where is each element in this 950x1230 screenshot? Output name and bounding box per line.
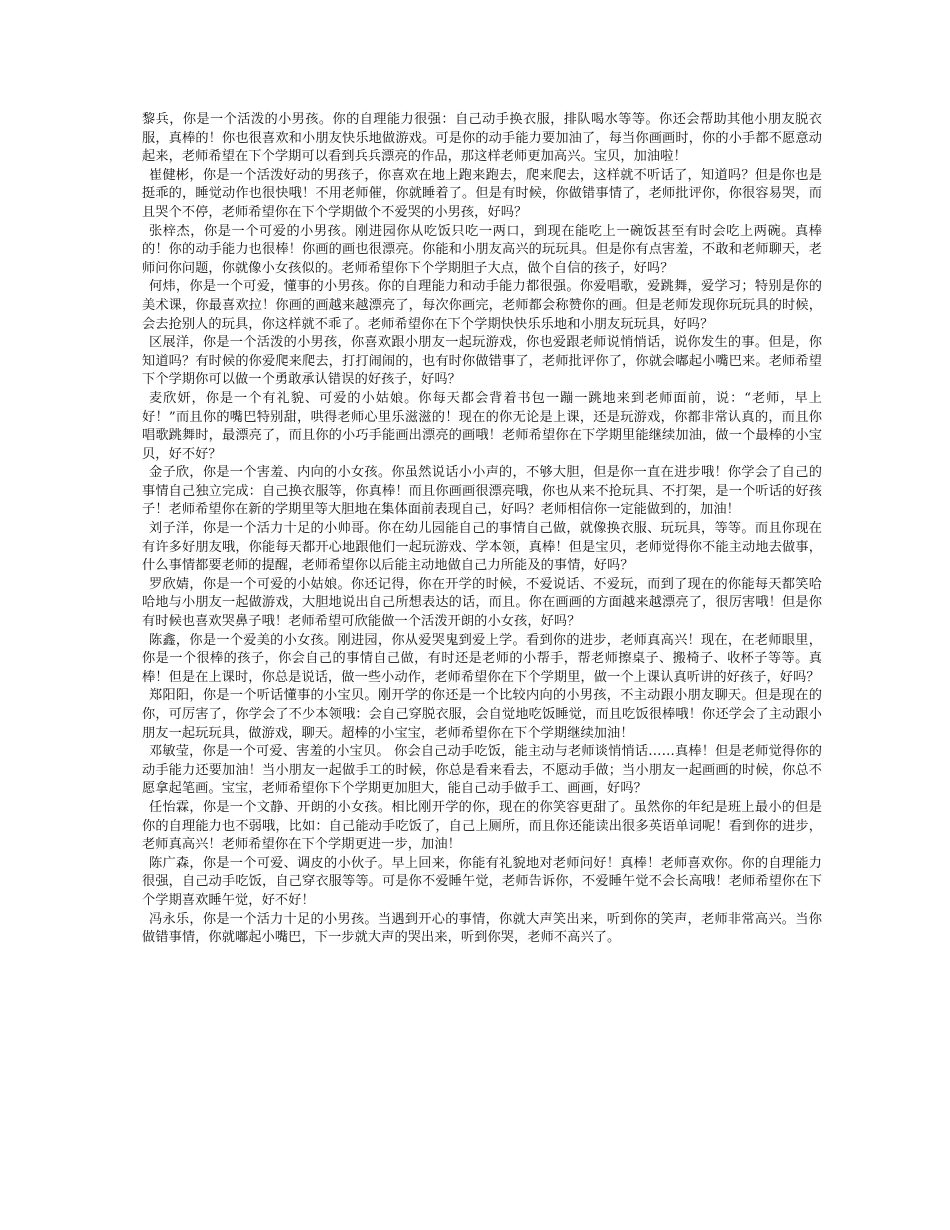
comment-paragraph: 陈鑫，你是一个爱美的小女孩。刚进园，你从爱哭鬼到爱上学。看到你的进步，老师真高兴！现在，在老师眼里，你是一个很棒的孩子，你会自己的事情自己做，有时还是老师的小帮手，帮老师擦桌子、搬椅子、收杯子等等。真棒！但是在上课时，你总是说话，做一些小动作，老师希望你在下个学期里，做一个上课认真听讲的好孩子，好吗？ (142, 632, 822, 685)
document-page (142, 111, 822, 948)
comment-paragraph: 陈广森，你是一个可爱、调皮的小伙子。早上回来，你能有礼貌地对老师问好！真棒！老师喜欢你。你的自理能力很强，自己动手吃饭，自己穿衣服等等。可是你不爱睡午觉，老师告诉你，不爱睡午觉不会长高哦！老师希望你在下个学期喜欢睡午觉，好不好！ (142, 855, 822, 908)
comment-paragraph: 邓敏莹，你是一个可爱、害羞的小宝贝。 你会自己动手吃饭，能主动与老师谈悄悄话……真棒！但是老师觉得你的动手能力还要加油！当小朋友一起做手工的时候，你总是看来看去，不愿动手做；当小朋友一起画画的时候，你总不愿拿起笔画。宝宝，老师希望你下个学期更加胆大，能自己动手做手工、画画，好吗？ (142, 744, 822, 797)
comment-paragraph: 张梓杰，你是一个可爱的小男孩。刚进园你从吃饭只吃一两口，到现在能吃上一碗饭甚至有时会吃上两碗。真棒的！你的动手能力也很棒！你画的画也很漂亮。你能和小朋友高兴的玩玩具。但是你有点害羞，不敢和老师聊天，老师问你问题，你就像小女孩似的。老师希望你下个学期胆子大点，做个自信的孩子，好吗？ (142, 223, 822, 276)
comment-paragraph: 金子欣，你是一个害羞、内向的小女孩。你虽然说话小小声的，不够大胆，但是你一直在进步哦！你学会了自己的事情自己独立完成：自己换衣服等，你真棒！而且你画画很漂亮哦，你也从来不抢玩具、不打架，是一个听话的好孩子！老师希望你在新的学期里等大胆地在集体面前表现自己，好吗？老师相信你一定能做到的，加油！ (142, 465, 822, 518)
comment-paragraph: 崔健彬，你是一个活泼好动的男孩子，你喜欢在地上跑来跑去，爬来爬去，这样就不听话了，知道吗？但是你也是挺乖的，睡觉动作也很快哦！不用老师催，你就睡着了。但是有时候，你做错事情了，老师批评你，你很容易哭，而且哭个不停，老师希望你在下个学期做个不爱哭的小男孩，好吗？ (142, 167, 822, 220)
comment-paragraph: 郑阳阳，你是一个听话懂事的小宝贝。刚开学的你还是一个比较内向的小男孩，不主动跟小朋友聊天。但是现在的你，可厉害了，你学会了不少本领哦：会自己穿脱衣服，会自觉地吃饭睡觉，而且吃饭很棒哦！你还学会了主动跟小朋友一起玩玩具，做游戏，聊天。超棒的小宝宝，老师希望你在下个学期继续加油！ (142, 688, 822, 741)
comment-paragraph: 麦欣妍，你是一个有礼貌、可爱的小姑娘。你每天都会背着书包一蹦一跳地来到老师面前，说：“老师，早上好！”而且你的嘴巴特别甜，哄得老师心里乐滋滋的！现在的你无论是上课，还是玩游戏，你都非常认真的，而且你唱歌跳舞时，最漂亮了，而且你的小巧手能画出漂亮的画哦！老师希望你在下学期里能继续加油，做一个最棒的小宝贝，好不好？ (142, 390, 822, 462)
comment-paragraph: 任怡霖，你是一个文静、开朗的小女孩。相比刚开学的你，现在的你笑容更甜了。虽然你的年纪是班上最小的但是你的自理能力也不弱哦，比如：自己能动手吃饭了，自己上厕所，而且你还能读出很多英语单词呢！看到你的进步，老师真高兴！老师希望你在下个学期更进一步，加油！ (142, 799, 822, 853)
comment-paragraph: 何炜，你是一个可爱，懂事的小男孩。你的自理能力和动手能力都很强。你爱唱歌，爱跳舞，爱学习；特别是你的美术课，你最喜欢拉！你画的画越来越漂亮了，每次你画完，老师都会称赞你的画。但是老师发现你玩玩具的时候，会去抢别人的玩具，你这样就不乖了。老师希望你在下个学期快快乐乐地和小朋友玩玩具，好吗？ (142, 279, 822, 332)
comment-paragraph: 黎兵，你是一个活泼的小男孩。你的自理能力很强：自己动手换衣服，排队喝水等等。你还会帮助其他小朋友脱衣服，真棒的！你也很喜欢和小朋友快乐地做游戏。可是你的动手能力要加油了，每当你画画时，你的小手都不愿意动起来，老师希望在下个学期可以看到兵兵漂亮的作品，那这样老师更加高兴。宝贝，加油啦！ (142, 112, 822, 165)
comment-paragraph: 区展洋，你是一个活泼的小男孩，你喜欢跟小朋友一起玩游戏，你也爱跟老师说悄悄话，说你发生的事。但是，你知道吗？有时候的你爱爬来爬去，打打闹闹的，也有时你做错事了，老师批评你了，你就会嘟起小嘴巴来。老师希望下个学期你可以做一个勇敢承认错误的好孩子，好吗？ (142, 335, 822, 388)
comment-paragraph: 罗欣婧，你是一个可爱的小姑娘。你还记得，你在开学的时候，不爱说话、不爱玩，而到了现在的你能每天都笑哈哈地与小朋友一起做游戏，大胆地说出自己所想表达的话，而且。你在画画的方面越来越漂亮了，很厉害哦！但是你有时候也喜欢哭鼻子哦！老师希望可欣能做一个活泼开朗的小女孩，好吗？ (142, 576, 822, 630)
comment-paragraph: 冯永乐，你是一个活力十足的小男孩。当遇到开心的事情，你就大声笑出来，听到你的笑声，老师非常高兴。当你做错事情，你就嘟起小嘴巴，下一步就大声的哭出来，听到你哭，老师不高兴了。 (142, 911, 822, 946)
comment-paragraph: 刘子洋，你是一个活力十足的小帅哥。你在幼儿园能自己的事情自己做，就像换衣服、玩玩具，等等。而且你现在有许多好朋友哦，你能每天都开心地跟他们一起玩游戏、学本领，真棒！但是宝贝，老师觉得你不能主动地去做事，什么事情都要老师的提醒，老师希望你以后能主动地做自己力所能及的事情，好吗？ (142, 521, 822, 574)
